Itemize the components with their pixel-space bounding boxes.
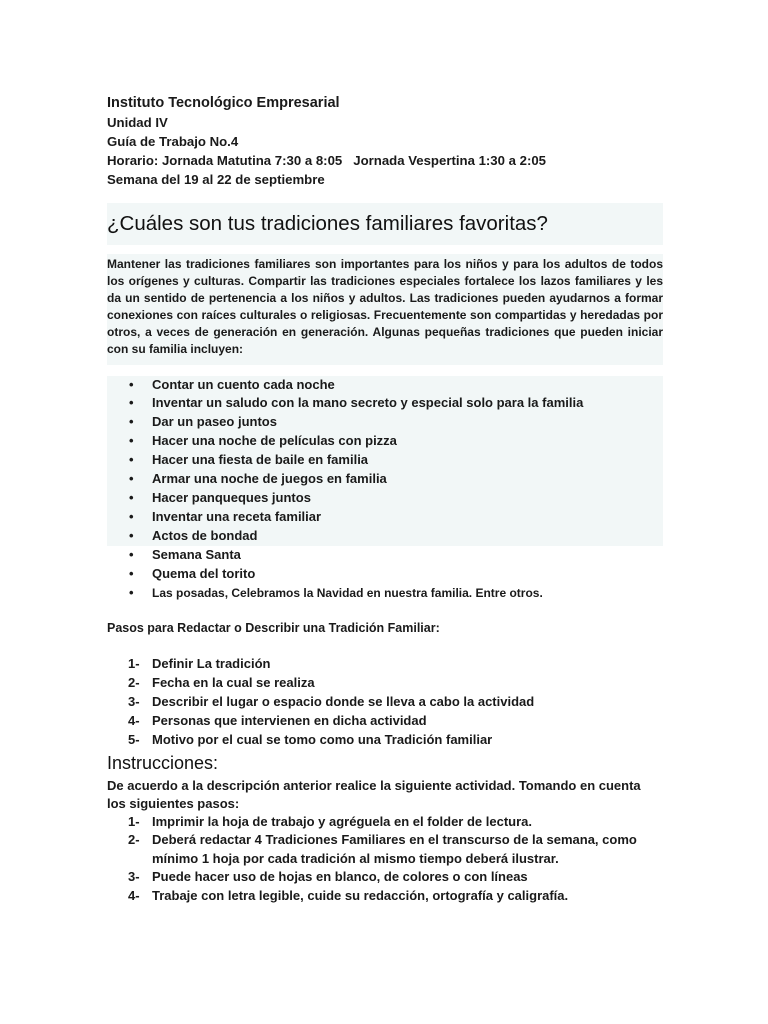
tradition-item [107, 527, 663, 546]
tradition-text: Dar un paseo juntos [152, 414, 277, 430]
step-item-text: Personas que intervienen en dicha actividad [152, 713, 427, 729]
intro-paragraph: Mantener las tradiciones familiares son importantes para los niños y para los adultos de todos los orígenes y culturas. Compartir las tradiciones especiales fortalece los lazos familiares y les da un sentido de pertenencia a los niños y adultos. Las tradiciones pueden ayudarnos a formar conexiones con raíces culturales o religiosas. Frecuentemente son compartidas y heredadas por otros, a veces de generación en generación. Algunas pequeñas tradiciones que pueden iniciar con su familia incluyen: [107, 257, 663, 357]
activity-item-number: 3- [128, 869, 140, 885]
bullet-icon: • [129, 565, 134, 581]
tradition-item [107, 451, 663, 470]
step-item-text: Fecha en la cual se realiza [152, 675, 315, 691]
tradition-item [107, 546, 663, 565]
document-header [107, 94, 663, 189]
tradition-text: Las posadas, Celebramos la Navidad en nuestra familia. Entre otros. [152, 585, 543, 600]
tradition-item [107, 489, 663, 508]
bullet-icon: • [129, 527, 134, 543]
activities-list [107, 813, 663, 905]
tradition-text: Contar un cuento cada noche [152, 376, 335, 392]
institution-name: Instituto Tecnológico Empresarial [107, 95, 340, 111]
tradition-item [107, 508, 663, 527]
tradition-item [107, 413, 663, 432]
bullet-icon: • [129, 471, 134, 487]
step-item-number: 3- [128, 694, 140, 710]
step-item [107, 731, 663, 750]
tradition-text: Quema del torito [152, 565, 256, 581]
step-item-text: Describir el lugar o espacio donde se lleva a cabo la actividad [152, 694, 535, 710]
step-item-text: Definir La tradición [152, 656, 271, 672]
step-item-number: 5- [128, 732, 140, 748]
activity-item-number: 2- [128, 832, 140, 848]
instructions-intro: De acuerdo a la descripción anterior realice la siguiente actividad. Tomando en cuenta los siguientes pasos: [107, 777, 641, 811]
guide-label: Guía de Trabajo No.4 [107, 134, 239, 149]
activity-item [107, 868, 663, 886]
activity-item-text: Puede hacer uso de hojas en blanco, de colores o con líneas [152, 869, 528, 885]
document-page [107, 94, 663, 905]
bullet-icon: • [129, 452, 134, 468]
activity-item-text: Deberá redactar 4 Tradiciones Familiares en el transcurso de la semana, como mínimo 1 hoja por cada tradición al mismo tiempo deberá ilustrar. [152, 832, 637, 866]
step-item [107, 674, 663, 693]
tradition-item [107, 376, 663, 395]
tradition-text: Semana Santa [152, 546, 241, 562]
tradition-item [107, 565, 663, 584]
step-item-text: Motivo por el cual se tomo como una Tradición familiar [152, 732, 493, 748]
step-item-number: 2- [128, 675, 140, 691]
step-item [107, 712, 663, 731]
bullet-icon: • [129, 546, 134, 562]
tradition-item [107, 470, 663, 489]
bullet-icon: • [129, 376, 134, 392]
tradition-text: Hacer una fiesta de baile en familia [152, 452, 369, 468]
tradition-text: Actos de bondad [152, 527, 258, 543]
activity-item-number: 1- [128, 813, 140, 829]
week-label: Semana del 19 al 22 de septiembre [107, 172, 325, 187]
tradition-text: Armar una noche de juegos en familia [152, 471, 387, 487]
tradition-item [107, 432, 663, 451]
activity-item [107, 813, 663, 831]
step-item-number: 1- [128, 656, 140, 672]
bullet-icon: • [129, 584, 134, 600]
activity-item [107, 887, 663, 905]
activity-item [107, 831, 663, 868]
activity-item-number: 4- [128, 887, 140, 903]
steps-list [107, 655, 663, 750]
intro-box [107, 254, 663, 365]
tradition-item [107, 394, 663, 413]
title-box [107, 203, 663, 245]
bullet-icon: • [129, 508, 134, 524]
activity-item-text: Trabaje con letra legible, cuide su redacción, ortografía y caligrafía. [152, 887, 569, 903]
tradition-text: Inventar un saludo con la mano secreto y especial solo para la familia [152, 395, 584, 411]
bullet-icon: • [129, 490, 134, 505]
instructions-heading: Instrucciones: [107, 752, 219, 773]
tradition-text: Hacer una noche de películas con pizza [152, 433, 397, 449]
tradition-text: Hacer panqueques juntos [152, 490, 311, 505]
step-item-number: 4- [128, 713, 140, 729]
schedule-label: Horario: Jornada Matutina 7:30 a 8:05 Jornada Vespertina 1:30 a 2:05 [107, 153, 547, 168]
step-item [107, 655, 663, 674]
step-item [107, 693, 663, 712]
tradition-text: Inventar una receta familiar [152, 508, 322, 524]
page-title: ¿Cuáles son tus tradiciones familiares favoritas? [107, 212, 548, 235]
bullet-icon: • [129, 395, 134, 411]
unit-label: Unidad IV [107, 115, 168, 130]
bullet-icon: • [129, 414, 134, 430]
bullet-icon: • [129, 433, 134, 449]
steps-title: Pasos para Redactar o Describir una Tradición Familiar: [107, 621, 440, 636]
traditions-list [107, 376, 663, 603]
activity-item-text: Imprimir la hoja de trabajo y agréguela en el folder de lectura. [152, 813, 533, 829]
tradition-item [107, 584, 663, 603]
